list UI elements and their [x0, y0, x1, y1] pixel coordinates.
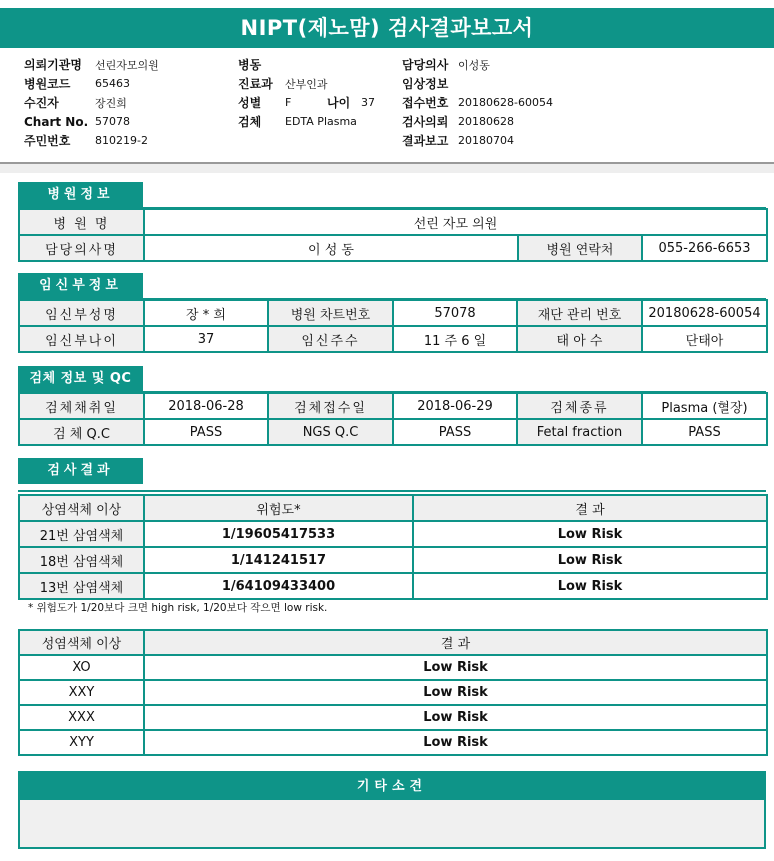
meta-key: 수진자 [24, 96, 59, 110]
sex-chromosome-table [18, 629, 768, 756]
meta-key: 결과보고 [402, 134, 449, 148]
table-row [19, 326, 767, 352]
table-row [19, 730, 767, 755]
meta-row [24, 93, 159, 112]
result-cell: Low Risk [413, 573, 767, 599]
risk-cell: 1/64109433400 [144, 573, 413, 599]
meta-row [238, 55, 375, 74]
result-cell: Low Risk [413, 547, 767, 573]
label-cell: 재단 관리 번호 [517, 300, 642, 326]
value-cell: 055-266-6653 [642, 235, 767, 261]
meta-key: 검사의뢰 [402, 115, 449, 129]
section-header-hospital: 병원정보 [18, 182, 143, 208]
meta-row [24, 55, 159, 74]
risk-cell: 1/141241517 [144, 547, 413, 573]
meta-key: 임상정보 [402, 77, 449, 91]
meta-value: 20180628-60054 [458, 96, 553, 109]
value-cell: 2018-06-29 [393, 393, 517, 419]
label-cell: 병 원 명 [19, 209, 144, 235]
meta-value: 810219-2 [95, 134, 148, 147]
result-cell: Low Risk [413, 521, 767, 547]
label-cell: Fetal fraction [517, 419, 642, 445]
result-cell: Low Risk [144, 655, 767, 680]
meta-value: 산부인과 [285, 77, 328, 91]
meta-value: F [285, 96, 292, 109]
meta-value: 장진희 [95, 96, 127, 110]
label-cell: 임신부나이 [19, 326, 144, 352]
value-cell: 11 주 6 일 [393, 326, 517, 352]
meta-row [238, 112, 375, 131]
value-cell: 선린 자모 의원 [144, 209, 767, 235]
result-cell: Low Risk [144, 680, 767, 705]
section-header-other-findings: 기타소견 [20, 773, 764, 800]
value-cell: 단태아 [642, 326, 767, 352]
meta-row [24, 74, 159, 93]
section-divider [18, 490, 766, 492]
table-row [19, 655, 767, 680]
table-row [19, 547, 767, 573]
table-header-row [19, 495, 767, 521]
meta-row [402, 74, 553, 93]
meta-key: 성별 [238, 96, 262, 110]
section-header-results: 검사결과 [18, 458, 143, 484]
value-cell: 이 성 동 [144, 235, 518, 261]
meta-row [238, 74, 375, 93]
label-cell: 검체접수일 [268, 393, 393, 419]
label-cell: 담당의사명 [19, 235, 144, 261]
label-cell: 태 아 수 [517, 326, 642, 352]
row-label: XXX [19, 705, 144, 730]
label-cell: NGS Q.C [268, 419, 393, 445]
divider-band [0, 164, 774, 173]
row-label: 21번 삼염색체 [19, 521, 144, 547]
table-header-row [19, 630, 767, 655]
label-cell: 검 체 Q.C [19, 419, 144, 445]
meta-key: 검체 [238, 115, 262, 129]
result-cell: Low Risk [144, 730, 767, 755]
meta-row [402, 131, 553, 150]
meta-key: 담당의사 [402, 58, 449, 72]
table-row [19, 705, 767, 730]
label-cell: 병원 차트번호 [268, 300, 393, 326]
table-row [19, 393, 767, 419]
label-cell: 검체채취일 [19, 393, 144, 419]
column-header: 결 과 [413, 495, 767, 521]
other-findings-box [18, 771, 766, 849]
table-row [19, 419, 767, 445]
table-row [19, 235, 767, 261]
table-row [19, 300, 767, 326]
meta-column-3 [402, 55, 553, 150]
value-cell: PASS [144, 419, 268, 445]
column-header: 성염색체 이상 [19, 630, 144, 655]
label-cell: 병원 연락처 [518, 235, 642, 261]
hospital-table [18, 208, 768, 262]
meta-row [402, 93, 553, 112]
meta-value: 57078 [95, 115, 130, 128]
row-label: 18번 삼염색체 [19, 547, 144, 573]
table-row [19, 680, 767, 705]
row-label: 13번 삼염색체 [19, 573, 144, 599]
row-label: XXY [19, 680, 144, 705]
section-header-specimen: 검체 정보 및 QC [18, 366, 143, 392]
meta-key: 진료과 [238, 77, 273, 91]
meta-key: 의뢰기관명 [24, 58, 82, 72]
meta-value-age: 37 [361, 96, 375, 109]
meta-row [402, 55, 553, 74]
specimen-table [18, 392, 768, 446]
report-title: NIPT(제노맘) 검사결과보고서 [0, 8, 774, 48]
meta-value: 20180628 [458, 115, 514, 128]
table-row [19, 573, 767, 599]
meta-row [238, 93, 375, 112]
value-cell: Plasma (혈장) [642, 393, 767, 419]
row-label: XO [19, 655, 144, 680]
meta-key: 병원코드 [24, 77, 71, 91]
meta-column-1 [24, 55, 159, 150]
value-cell: 20180628-60054 [642, 300, 767, 326]
meta-row [24, 112, 159, 131]
meta-key: 주민번호 [24, 134, 71, 148]
label-cell: 검체종류 [517, 393, 642, 419]
label-cell: 임신주수 [268, 326, 393, 352]
report-meta [0, 52, 774, 164]
meta-row [402, 112, 553, 131]
result-cell: Low Risk [144, 705, 767, 730]
section-header-patient: 임신부정보 [18, 273, 143, 299]
meta-key: 병동 [238, 58, 262, 72]
value-cell: 37 [144, 326, 268, 352]
meta-value: 20180704 [458, 134, 514, 147]
row-label: XYY [19, 730, 144, 755]
patient-table [18, 299, 768, 353]
meta-key-age: 나이 [327, 96, 351, 110]
table-row [19, 521, 767, 547]
risk-footnote: * 위험도가 1/20보다 크면 high risk, 1/20보다 작으면 low risk. [28, 602, 328, 614]
meta-value: EDTA Plasma [285, 115, 357, 128]
autosome-table [18, 494, 768, 600]
column-header: 상염색체 이상 [19, 495, 144, 521]
label-cell: 임신부성명 [19, 300, 144, 326]
value-cell: PASS [393, 419, 517, 445]
risk-cell: 1/19605417533 [144, 521, 413, 547]
column-header: 결 과 [144, 630, 767, 655]
meta-value: 65463 [95, 77, 130, 90]
meta-column-2 [238, 55, 375, 131]
other-findings-text [20, 800, 764, 812]
value-cell: 2018-06-28 [144, 393, 268, 419]
meta-key: 접수번호 [402, 96, 449, 110]
value-cell: 장 * 희 [144, 300, 268, 326]
column-header: 위험도* [144, 495, 413, 521]
value-cell: 57078 [393, 300, 517, 326]
meta-key: Chart No. [24, 114, 89, 129]
value-cell: PASS [642, 419, 767, 445]
table-row [19, 209, 767, 235]
meta-value: 이성동 [458, 58, 490, 72]
meta-row [24, 131, 159, 150]
meta-value: 선린자모의원 [95, 58, 159, 72]
